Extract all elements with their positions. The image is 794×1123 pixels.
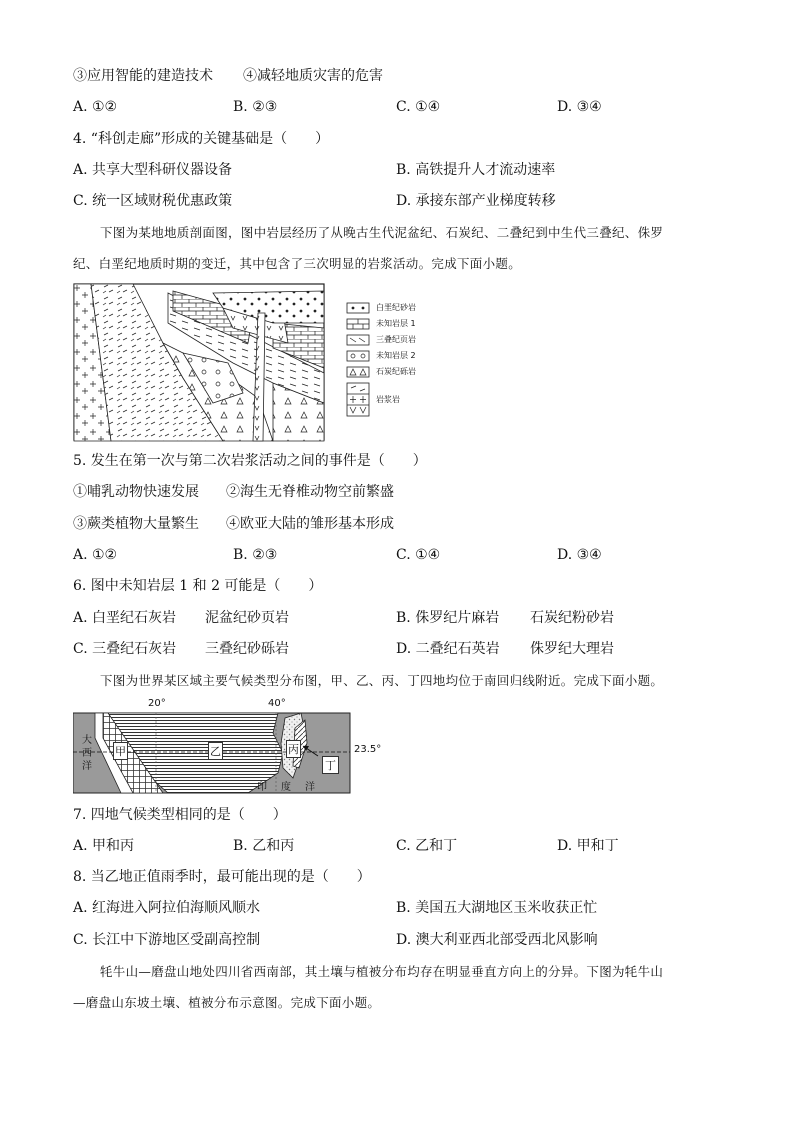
q5-option-c: C. ①④ — [396, 547, 441, 563]
q5-option-d: D. ③④ — [557, 547, 602, 563]
q5-statement-4: ④欧亚大陆的雏形基本形成 — [226, 516, 394, 532]
intro-mountain-line2: —磨盘山东坡土壤、植被分布示意图。完成下面小题。 — [73, 995, 381, 1010]
q7-option-a: A. 甲和丙 — [73, 838, 135, 854]
q3-option-b: B. ②③ — [233, 99, 278, 115]
q4-option-d: D. 承接东部产业梯度转移 — [396, 193, 556, 209]
legend-label-triassic-shale: 三叠纪页岩 — [376, 335, 416, 344]
region-bing-label: 丙 — [286, 740, 301, 758]
atlantic-ocean-label: 大 西 洋 — [82, 735, 92, 772]
q7-stem: 7. 四地气候类型相同的是（ ） — [73, 807, 287, 823]
region-yi-label: 乙 — [208, 742, 223, 760]
q6-option-a-part1: A. 白垩纪石灰岩 — [73, 610, 177, 626]
region-jia-label: 甲 — [113, 742, 128, 760]
geology-cross-section — [73, 283, 333, 443]
q5-option-a: A. ①② — [73, 547, 118, 563]
climate-map — [73, 698, 403, 794]
tropic-latitude-label: 23.5° — [354, 744, 382, 755]
q4-stem: 4. “科创走廊”形成的关键基础是（ ） — [73, 131, 330, 147]
intro-climate-line1: 下图为世界某区域主要气候类型分布图，甲、乙、丙、丁四地均位于南回归线附近。完成下面小题。 — [100, 673, 664, 688]
q3-option-d: D. ③④ — [557, 99, 602, 115]
legend-label-cretaceous-sandstone: 白垩纪砂岩 — [376, 303, 416, 312]
intro-geology-line1: 下图为某地地质剖面图，图中岩层经历了从晚古生代泥盆纪、石炭纪、二叠纪到中生代三叠纪、侏罗 — [100, 225, 664, 240]
q6-option-a-part2: 泥盆纪砂页岩 — [205, 610, 289, 626]
q5-statement-1: ①哺乳动物快速发展 — [73, 484, 199, 500]
q7-option-b: B. 乙和丙 — [233, 838, 295, 854]
q4-option-a: A. 共享大型科研仪器设备 — [73, 162, 233, 178]
q6-option-b-part1: B. 侏罗纪片麻岩 — [396, 610, 500, 626]
q5-statement-2: ②海生无脊椎动物空前繁盛 — [226, 484, 394, 500]
q6-stem: 6. 图中未知岩层 1 和 2 可能是（ ） — [73, 578, 323, 594]
intro-mountain-line1: 牦牛山—磨盘山地处四川省西南部，其土壤与植被分布均存在明显垂直方向上的分异。下图为牦牛山 — [100, 964, 664, 979]
q8-option-b: B. 美国五大湖地区玉米收获正忙 — [396, 900, 598, 916]
q6-option-d-part1: D. 二叠纪石英岩 — [396, 641, 500, 657]
q3-option-c: C. ①④ — [396, 99, 441, 115]
q4-option-c: C. 统一区域财税优惠政策 — [73, 193, 233, 209]
q5-statement-3: ③蕨类植物大量繁生 — [73, 516, 199, 532]
q8-option-d: D. 澳大利亚西北部受西北风影响 — [396, 932, 598, 948]
q8-option-c: C. 长江中下游地区受副高控制 — [73, 932, 261, 948]
q5-stem: 5. 发生在第一次与第二次岩浆活动之间的事件是（ ） — [73, 453, 427, 469]
q8-option-a: A. 红海进入阿拉伯海顺风顺水 — [73, 900, 261, 916]
q7-option-d: D. 甲和丁 — [557, 838, 619, 854]
q8-stem: 8. 当乙地正值雨季时，最可能出现的是（ ） — [73, 869, 371, 885]
q5-option-b: B. ②③ — [233, 547, 278, 563]
legend-label-unknown-2: 未知岩层 2 — [376, 351, 416, 360]
q6-option-b-part2: 石炭纪粉砂岩 — [530, 610, 614, 626]
intro-geology-line2: 纪、白垩纪地质时期的变迁，其中包含了三次明显的岩浆活动。完成下面小题。 — [73, 256, 522, 271]
q6-option-d-part2: 侏罗纪大理岩 — [530, 641, 614, 657]
longitude-20-label: 20° — [148, 698, 166, 709]
q3-option-a: A. ①② — [73, 99, 118, 115]
legend-label-magmatic-rock: 岩浆岩 — [376, 395, 400, 404]
q3-statement-4: ④减轻地质灾害的危害 — [243, 68, 383, 84]
legend-label-unknown-1: 未知岩层 1 — [376, 319, 416, 328]
q6-option-c-part1: C. 三叠纪石灰岩 — [73, 641, 177, 657]
legend-label-carboniferous-conglomerate: 石炭纪砾岩 — [376, 367, 416, 376]
q3-statement-3: ③应用智能的建造技术 — [73, 68, 213, 84]
indian-ocean-label: 印度洋 — [257, 782, 329, 793]
region-ding-label: 丁 — [322, 756, 339, 774]
q4-option-b: B. 高铁提升人才流动速率 — [396, 162, 556, 178]
q6-option-c-part2: 三叠纪砂砾岩 — [205, 641, 289, 657]
longitude-40-label: 40° — [268, 698, 286, 709]
q7-option-c: C. 乙和丁 — [396, 838, 458, 854]
